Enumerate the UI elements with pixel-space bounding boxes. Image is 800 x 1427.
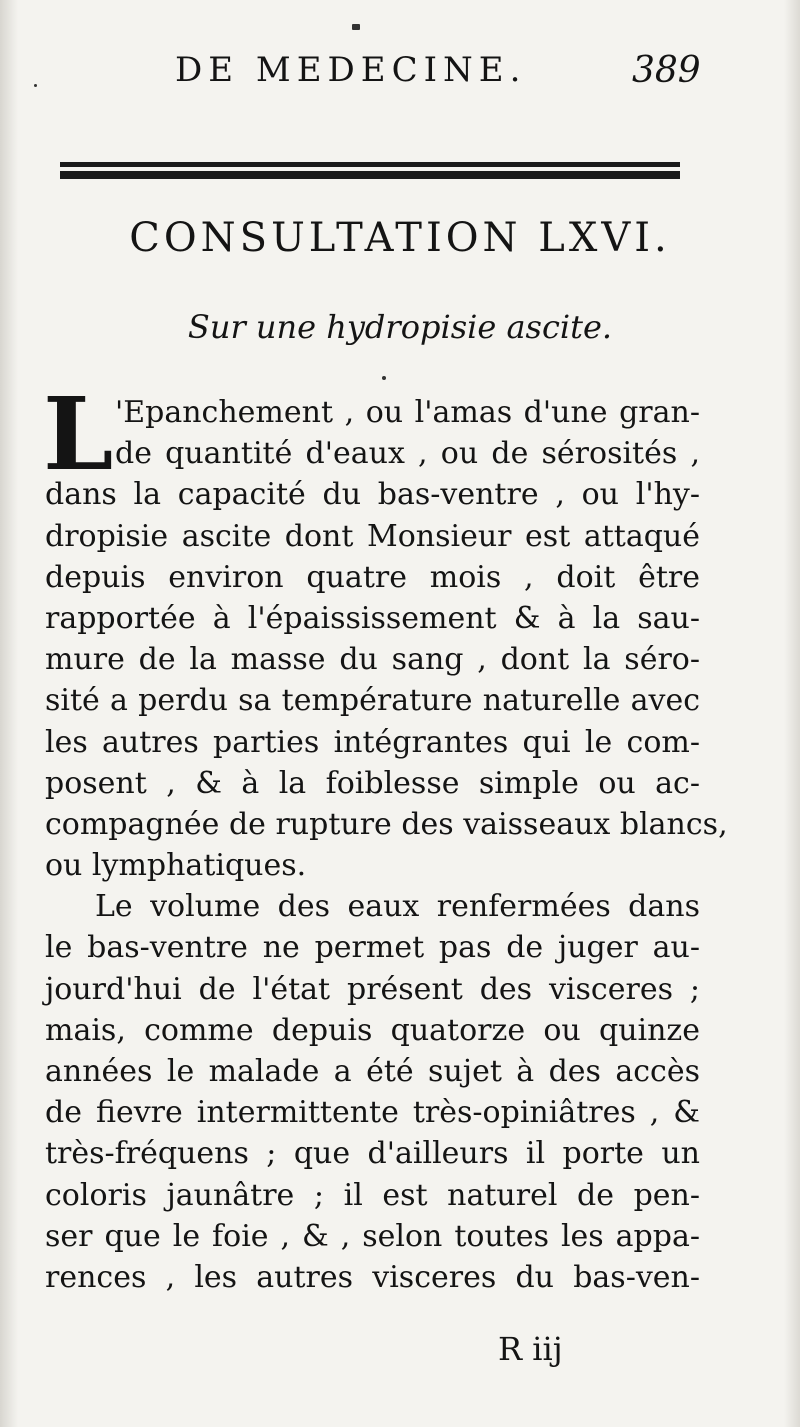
text-line: le bas-ventre ne permet pas de juger au- [45, 930, 700, 966]
text-line: jourd'hui de l'état présent des visceres ; [45, 971, 700, 1007]
chapter-title: CONSULTATION LXVI. [129, 215, 671, 261]
text-line: très-fréquens ; que d'ailleurs il porte un [45, 1136, 700, 1172]
ink-speck [34, 84, 37, 87]
running-head: DE MEDECINE. [175, 50, 527, 90]
signature-mark: R iij [498, 1330, 563, 1368]
drop-cap: L [43, 375, 114, 493]
dropcap-lines [43, 375, 700, 493]
chapter-subtitle: Sur une hydropisie ascite. [187, 308, 613, 346]
text-line: 'Epanchement , ou l'amas d'une gran- [115, 395, 700, 430]
text-line: rences , les autres visceres du bas-ven- [45, 1259, 700, 1295]
text-line: de fievre intermittente très-opiniâtres , & [45, 1095, 700, 1131]
text-line: depuis environ quatre mois , doit être [45, 559, 700, 595]
text-line: rapportée à l'épaississement & à la sau- [45, 600, 700, 636]
text-line: ser que le foie , & , selon toutes les appa- [45, 1218, 700, 1254]
text-line: dropisie ascite dont Monsieur est attaqué [45, 518, 700, 554]
text-line: mure de la masse du sang , dont la séro- [45, 642, 700, 678]
text-line: les autres parties intégrantes qui le com- [45, 724, 700, 760]
text-line: posent , & à la foiblesse simple ou ac- [45, 765, 700, 801]
text-line: mais, comme depuis quatorze ou quinze [45, 1012, 700, 1048]
text-line: compagnée de rupture des vaisseaux blancs, [45, 806, 728, 842]
text-line: ou lymphatiques. [45, 848, 307, 884]
text-line: dans la capacité du bas-ventre , ou l'hy- [45, 477, 700, 513]
ink-speck [382, 376, 386, 380]
header-rule [60, 160, 680, 182]
text-line: coloris jaunâtre ; il est naturel de pen- [45, 1177, 700, 1213]
text-line: sité a perdu sa température naturelle avec [45, 683, 700, 719]
text-line: Le volume des eaux renfermées dans [95, 889, 700, 925]
text-line: de quantité d'eaux , ou de sérosités , [115, 436, 700, 472]
text-line: années le malade a été sujet à des accès [45, 1054, 700, 1089]
body-text [43, 375, 728, 1298]
ink-speck [352, 24, 360, 30]
page-number: 389 [632, 50, 701, 91]
